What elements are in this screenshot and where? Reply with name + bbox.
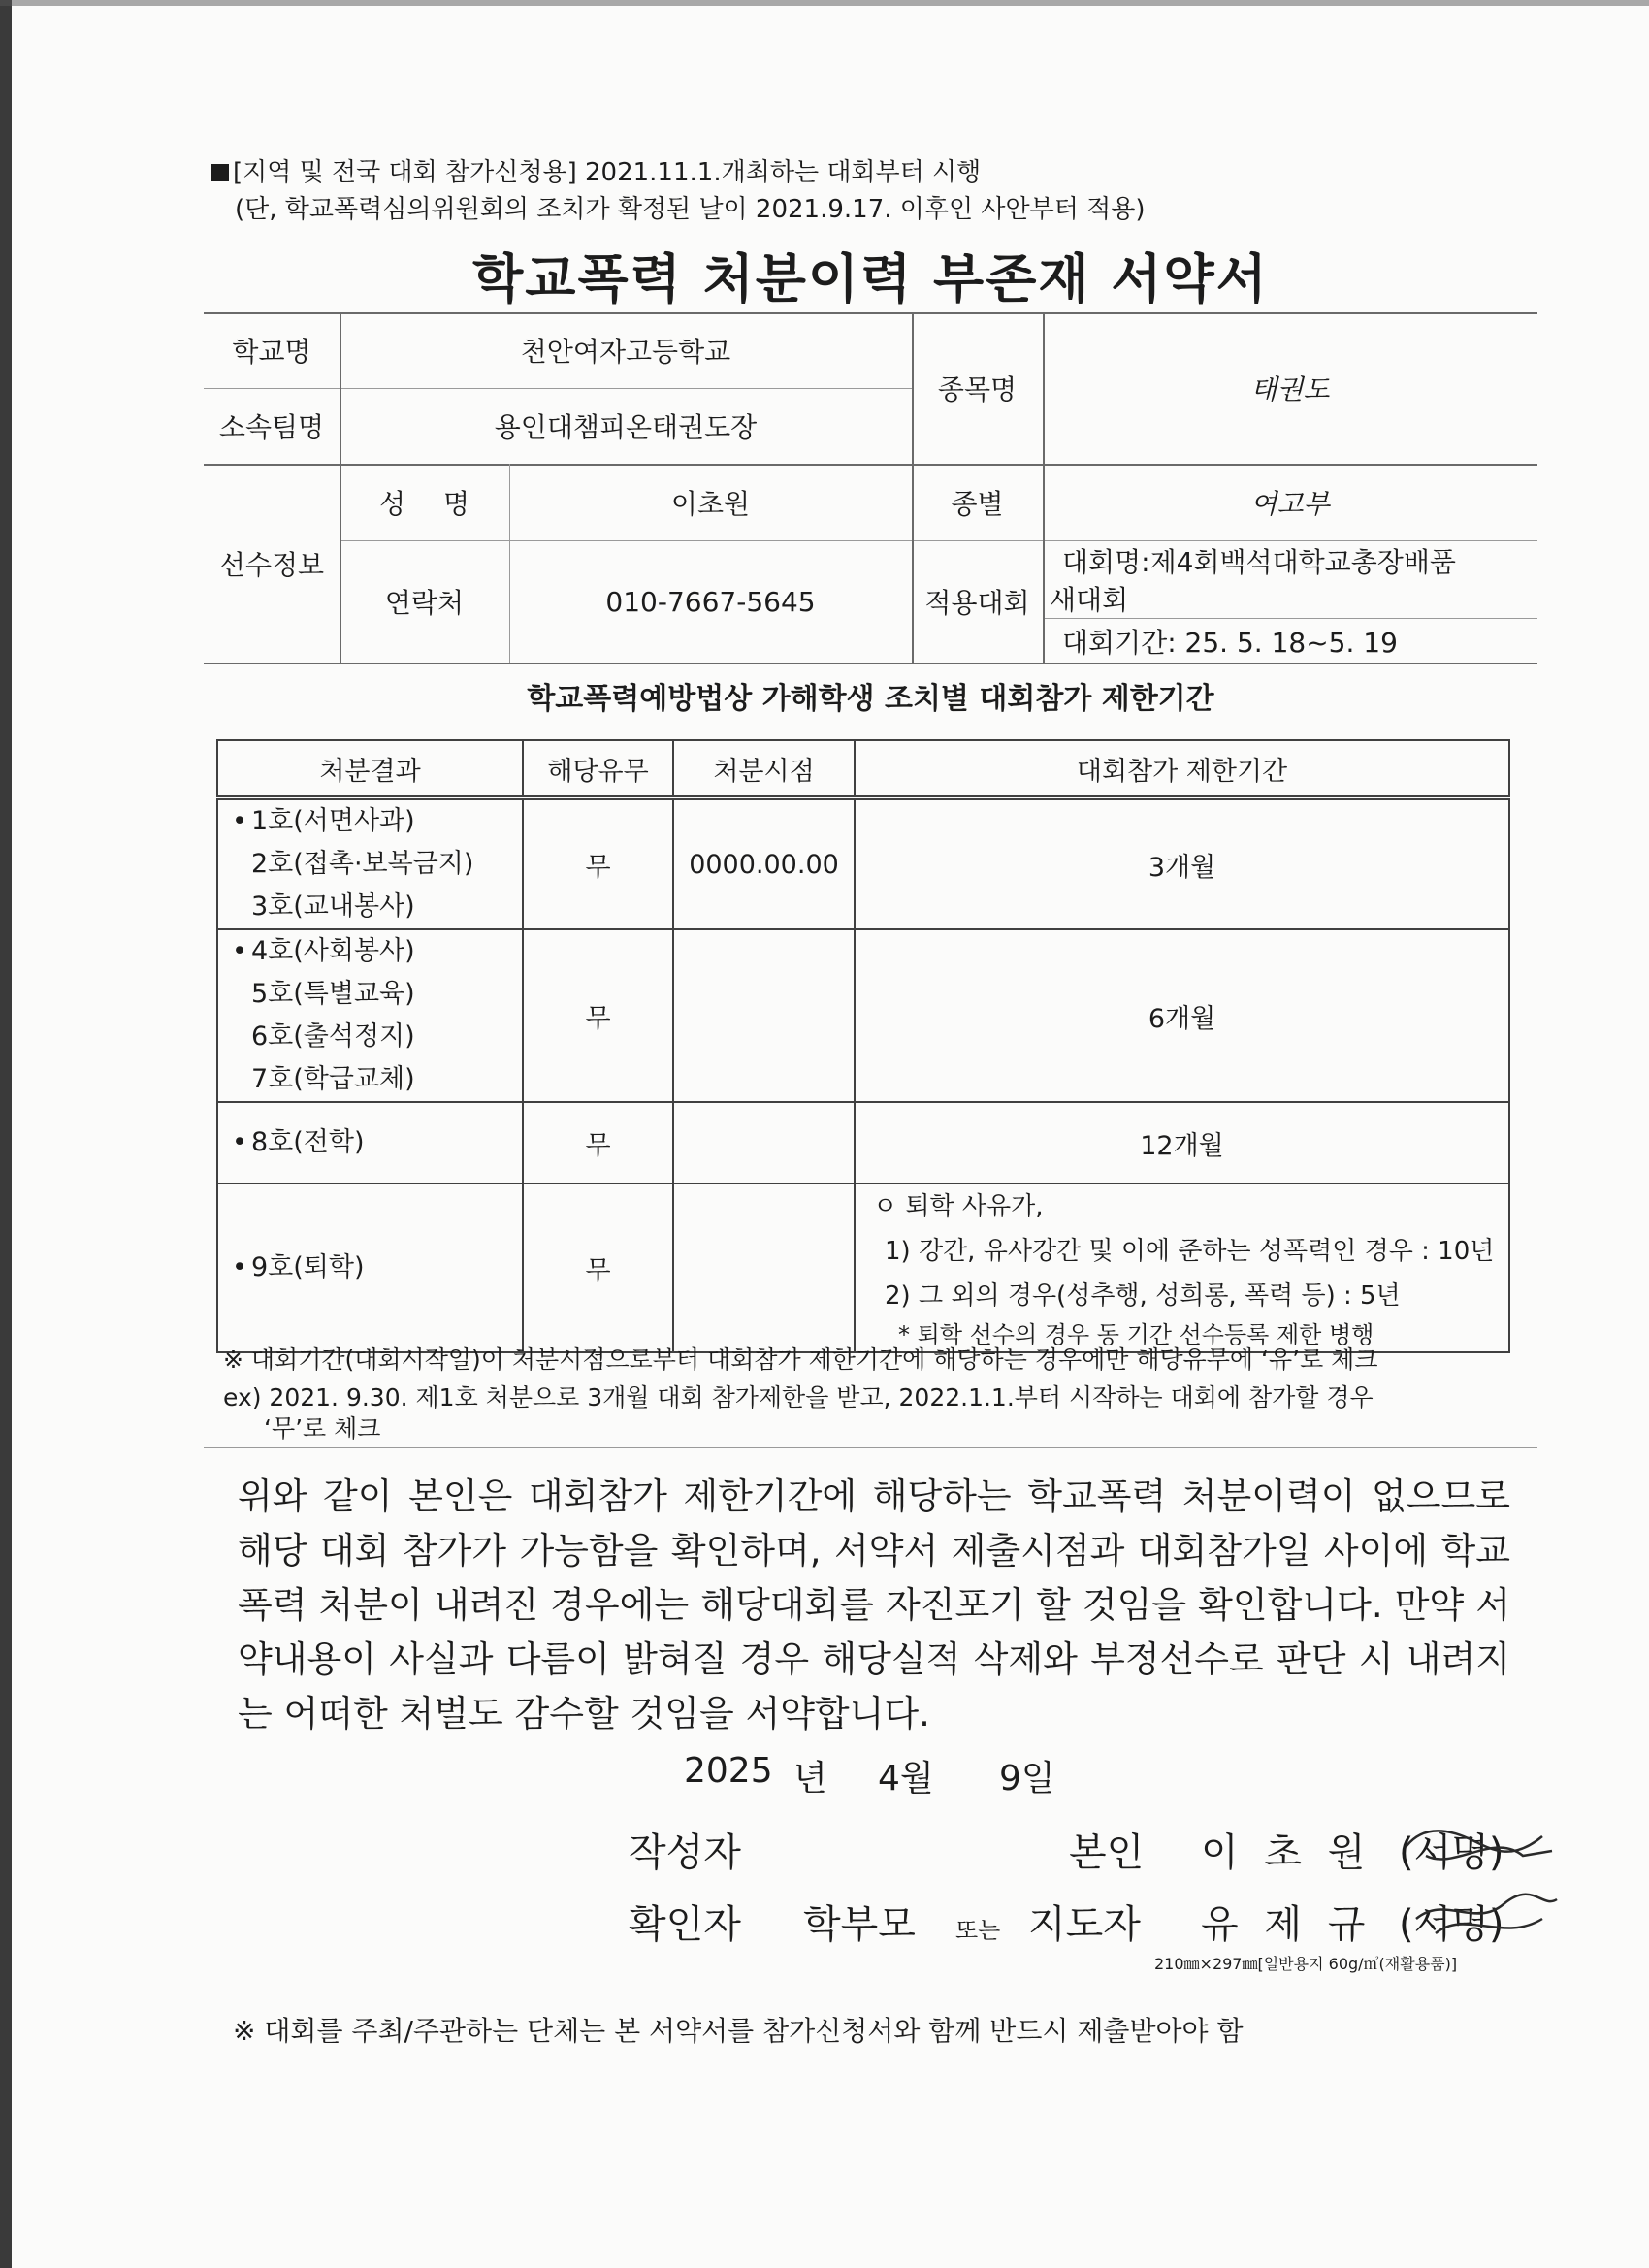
table-row bbox=[217, 1102, 1509, 1183]
header-applicable: 해당유무 bbox=[523, 740, 673, 798]
or-label: 또는 bbox=[955, 1917, 1001, 1944]
square-bullet-icon bbox=[211, 164, 229, 181]
grid-line bbox=[1043, 618, 1537, 619]
paper-spec: 210㎜×297㎜[일반용지 60g/㎡(재활용품)] bbox=[1154, 1955, 1458, 1973]
sport-label: 종목명 bbox=[937, 373, 1018, 405]
coach-label: 지도자 bbox=[1028, 1902, 1141, 1947]
oath-text: 위와 같이 본인은 대회참가 제한기간에 해당하는 학교폭력 처분이력이 없으므로 해당 대회 참가가 가능함을 확인하며, 서약서 제출시점과 대회참가일 사이에 학교폭력 처분이 내려진 경우에는 해당대회를 자진포기 할 것임을 확인합니다. 만약 서약내용이 사실과 다름이 밝혀질 경우 해당실적 삭제와 부정선수로 판단 시 내려지는 어떠한 처벌도 감수할 것임을 서약합니다. bbox=[238, 1475, 1510, 1734]
notice-line-2: (단, 학교폭력심의위원회의 조치가 확정된 날이 2021.9.17. 이후인 사안부터 적용) bbox=[235, 195, 1146, 224]
header-period: 대회참가 제한기간 bbox=[855, 740, 1509, 798]
date-year: 2025 bbox=[684, 1751, 773, 1791]
date-value bbox=[673, 929, 855, 1102]
self-name: 이 초 원 bbox=[1201, 1831, 1366, 1875]
event-name-line-2: 새대회 bbox=[1050, 584, 1129, 616]
parent-label: 학부모 bbox=[803, 1902, 916, 1947]
category-value: 여고부 bbox=[1250, 487, 1330, 520]
sport-value: 태권도 bbox=[1250, 373, 1330, 405]
period-value: 12개월 bbox=[855, 1102, 1509, 1183]
coach-name: 유 제 규 bbox=[1201, 1902, 1366, 1947]
team-value: 용인대챔피온태권도장 bbox=[494, 411, 758, 443]
name-label: 성 명 bbox=[379, 487, 469, 520]
school-label: 학교명 bbox=[232, 336, 311, 368]
note-3: ‘무’로 체크 bbox=[264, 1414, 381, 1442]
note-1: ※ 대회기간(대회시작일)이 처분시점으로부터 대회참가 제한기간에 해당하는 경우에만 해당유무에 ‘유’로 체크 bbox=[223, 1345, 1378, 1374]
restriction-title: 학교폭력예방법상 가해학생 조치별 대회참가 제한기간 bbox=[527, 682, 1214, 716]
period-value: 6개월 bbox=[855, 929, 1509, 1102]
self-sign-mark: (서명) bbox=[1399, 1831, 1504, 1875]
table-row bbox=[217, 798, 1509, 930]
table-row bbox=[217, 929, 1509, 1102]
team-label: 소속팀명 bbox=[218, 411, 325, 443]
contact-label: 연락처 bbox=[384, 587, 465, 619]
confirm-label: 확인자 bbox=[629, 1902, 741, 1947]
restriction-table bbox=[216, 739, 1510, 1353]
note-2: ex) 2021. 9.30. 제1호 처분으로 3개월 대회 참가제한을 받고, 2022.1.1.부터 시작하는 대회에 참가할 경우 bbox=[223, 1383, 1374, 1411]
applicable-value: 무 bbox=[523, 1183, 673, 1352]
player-info-label: 선수정보 bbox=[218, 548, 325, 581]
event-name-line-1: 대회명:제4회백석대학교총장배품 bbox=[1062, 546, 1456, 578]
footer-note: ※ 대회를 주최/주관하는 단체는 본 서약서를 참가신청서와 함께 반드시 제출받아야 함 bbox=[233, 2015, 1244, 2047]
notice-line-1: [지역 및 전국 대회 참가신청용] 2021.11.1.개최하는 대회부터 시행 bbox=[211, 155, 981, 190]
date-day: 9일 bbox=[999, 1759, 1055, 1798]
result-items: • 8호(전학) bbox=[217, 1102, 523, 1183]
contact-value: 010-7667-5645 bbox=[605, 585, 816, 618]
result-items: • 9호(퇴학) bbox=[217, 1183, 523, 1352]
applicable-value: 무 bbox=[523, 798, 673, 930]
header-date: 처분시점 bbox=[673, 740, 855, 798]
period-value: 3개월 bbox=[855, 798, 1509, 930]
header-result: 처분결과 bbox=[217, 740, 523, 798]
date-value bbox=[673, 1102, 855, 1183]
scan-edge-top bbox=[0, 0, 1649, 6]
divider bbox=[204, 1447, 1537, 1448]
date-value bbox=[673, 1183, 855, 1352]
applicable-value: 무 bbox=[523, 1102, 673, 1183]
handwritten-signature-icon bbox=[1397, 1812, 1562, 1958]
category-label: 종별 bbox=[951, 487, 1004, 520]
event-period: 대회기간: 25. 5. 18~5. 19 bbox=[1062, 627, 1398, 659]
expulsion-period: ㅇ 퇴학 사유가, 1) 강간, 유사강간 및 이에 준하는 성폭력인 경우 : 10년 2) 그 외의 경우(성추행, 성희롱, 폭력 등) : 5년 * 퇴학 선수의 경우 동 기간 선수등록 제한 병행 bbox=[855, 1183, 1509, 1352]
writer-label: 작성자 bbox=[629, 1831, 741, 1875]
applied-event-label: 적용대회 bbox=[924, 587, 1030, 619]
self-label: 본인 bbox=[1069, 1831, 1145, 1875]
result-items: • 1호(서면사과) 2호(접촉·보복금지) 3호(교내봉사) bbox=[217, 798, 523, 930]
document-title: 학교폭력 처분이력 부존재 서약서 bbox=[472, 248, 1269, 309]
coach-sign-mark: (서명) bbox=[1399, 1902, 1504, 1947]
date-year-unit: 년 bbox=[793, 1759, 827, 1798]
scan-edge bbox=[0, 0, 12, 2268]
school-value: 천안여자고등학교 bbox=[520, 336, 731, 368]
grid-line bbox=[204, 663, 1537, 664]
table-row bbox=[217, 1183, 1509, 1352]
result-items: • 4호(사회봉사) 5호(특별교육) 6호(출석정지) 7호(학급교체) bbox=[217, 929, 523, 1102]
applicable-value: 무 bbox=[523, 929, 673, 1102]
name-value: 이초원 bbox=[670, 487, 751, 520]
date-month: 4월 bbox=[878, 1759, 934, 1798]
date-value: 0000.00.00 bbox=[673, 798, 855, 930]
